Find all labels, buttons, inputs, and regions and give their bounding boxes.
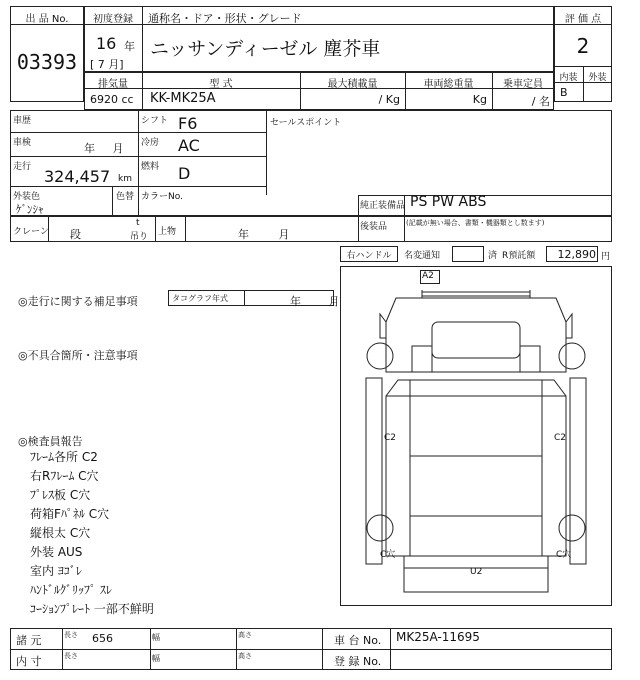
max-load-value: / Kg [378,93,400,106]
car-name: ニッサンディーゼル 塵芥車 [150,38,381,60]
aftermarket-label: 後装品 [360,222,388,232]
interior-label: 内装 [559,73,578,83]
recycle-mark: 済 [488,251,498,261]
lot-label: 出 品 No. [25,14,69,25]
crane-hang: 吊り [130,232,149,242]
mark-c2-left: C2 [384,433,397,443]
inspector-report-list [30,448,154,619]
car-name-label: 通称名・ドア・形状・グレード [148,12,302,25]
model-value: KK-MK25A [150,91,216,106]
rhd-label: 右ハンドル [346,251,392,261]
inspection-label: 車検 [13,138,32,148]
history-label: 車歴 [13,116,32,126]
fuel-label: 燃料 [141,162,160,172]
mark-u2: U2 [470,567,483,577]
exterior-label: 外装 [588,73,607,83]
ac-value: AC [178,136,200,155]
ext-color-value: ｹﾞﾝｼｬ [16,203,44,216]
name-change-box [452,246,484,262]
color-code-label: カラーNo. [141,192,183,202]
inspector-item: 縦根太 C穴 [30,526,91,540]
inner-width-label: 幅 [152,654,160,663]
ac-label: 冷房 [141,138,160,148]
inspector-item: ｺｰｼｮﾝﾌﾟﾚｰﾄ 一部不鮮明 [30,602,154,616]
shift-value: F6 [178,114,198,133]
inspector-item: 外装 AUS [30,545,83,559]
crane-label: クレーン [13,227,49,237]
mark-c-hole-right: C穴 [556,550,572,560]
equipment-value: PS PW ABS [410,194,487,210]
yen-unit: 円 [601,252,611,262]
first-reg-month: [ 7 月] [90,58,124,71]
crane-stage: 段 [70,228,81,241]
defects-title: ◎不具合箇所・注意事項 [18,349,138,362]
model-label: 型 式 [209,79,233,90]
mark-c2-right: C2 [554,433,567,443]
recycle-label: R預託額 [502,251,536,261]
inner-length-label: 長さ [64,652,78,660]
inspection-value: 年 月 [84,142,124,155]
year-unit: 年 [124,40,135,53]
length-label: 長さ [64,631,78,639]
gross-weight-value: Kg [472,93,487,106]
inspector-item: 右Rﾌﾚｰﾑ C穴 [30,469,99,483]
gross-weight-label: 車両総重量 [423,79,474,90]
tacho-label: タコグラフ年式 [172,294,228,303]
first-reg-label: 初度登録 [93,14,133,25]
lot-number: 03393 [16,50,78,74]
max-load-label: 最大積載量 [327,79,378,90]
fuel-value: D [178,164,191,183]
inspector-item: ﾌﾟﾚｽ板 C穴 [30,488,91,502]
inspector-item: 室内 ﾖｺﾞﾚ [30,564,82,578]
width-label: 幅 [152,633,160,642]
inner-dims-label: 内 寸 [16,655,42,668]
upper-date: 年 月 [238,228,290,241]
inspector-item: ﾊﾝﾄﾞﾙｸﾞﾘｯﾌﾟ ｽﾚ [30,583,112,597]
dims-label: 諸 元 [16,634,42,647]
capacity-label: 乗車定員 [503,79,543,90]
first-reg-year: 16 [96,34,117,53]
capacity-value: / 名 [531,95,550,108]
interior-grade: B [560,86,568,99]
length-value: 656 [92,632,113,645]
inspector-title: ◎検査員報告 [18,435,83,448]
aftermarket-note: (記載が無い場合、書類・機器類とし数ます) [406,219,545,227]
chassis-label: 車 台 No. [334,634,382,647]
chassis-value: MK25A-11695 [396,630,480,644]
displacement-value: 6920 cc [90,93,134,106]
ext-color-label: 外装色 [13,192,41,202]
mileage-unit: km [118,174,132,184]
sales-point-label: セールスポイント [270,118,342,128]
grade-label: 評 価 点 [564,14,602,25]
shift-label: シフト [141,116,169,126]
mileage-value: 324,457 [44,167,111,186]
recycle-amount: 12,890 [557,248,596,261]
color-change-label: 色替 [116,192,135,202]
inspector-item: ﾌﾚｰﾑ各所 C2 [30,450,98,464]
equipment-label: 純正装備品 [360,201,406,211]
displacement-label: 排気量 [98,79,128,90]
inspector-item: 荷箱Fﾊﾟﾈﾙ C穴 [30,507,110,521]
inner-height-label: 高さ [238,652,252,660]
mark-a2: A2 [422,271,434,281]
mileage-label: 走行 [13,162,32,172]
height-label: 高さ [238,631,252,639]
name-change-label: 名変通知 [404,251,441,261]
upper-label: 上物 [158,227,177,237]
driving-remarks-title: ◎走行に関する補足事項 [18,295,138,308]
mark-c-hole-left: C穴 [380,550,396,560]
reg-no-label: 登 録 No. [334,655,382,668]
tacho-date: 年 月 [290,295,340,308]
grade-value: 2 [576,34,590,58]
crane-ton: t [136,218,140,228]
